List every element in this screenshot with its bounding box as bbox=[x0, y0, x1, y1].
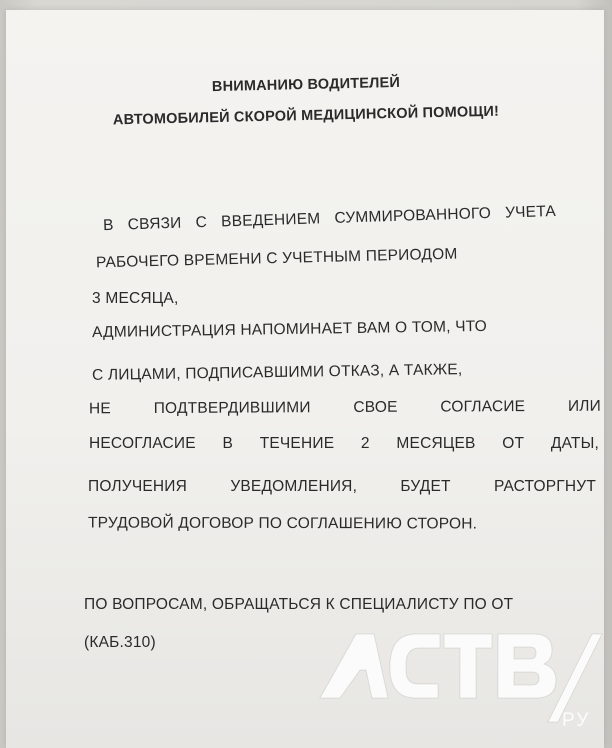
astv-watermark-logo bbox=[316, 626, 606, 736]
notice-body-line: В СВЯЗИ С ВВЕДЕНИЕМ СУММИРОВАННОГО УЧЕТА bbox=[102, 202, 557, 235]
notice-body-line: 3 МЕСЯЦА, bbox=[92, 290, 179, 307]
notice-body-line: НЕ ПОДТВЕРДИВШИМИ СВОЕ СОГЛАСИЕ ИЛИ bbox=[88, 397, 602, 418]
notice-body-line: ПОЛУЧЕНИЯ УВЕДОМЛЕНИЯ, БУДЕТ РАСТОРГНУТ bbox=[88, 478, 596, 495]
notice-body-line: РАБОЧЕГО ВРЕМЕНИ С УЧЕТНЫМ ПЕРИОДОМ bbox=[95, 245, 458, 272]
notice-title-line-1: ВНИМАНИЮ ВОДИТЕЛЕЙ bbox=[211, 74, 401, 96]
notice-title-line-2: АВТОМОБИЛЕЙ СКОРОЙ МЕДИЦИНСКОЙ ПОМОЩИ! bbox=[112, 103, 500, 129]
watermark-domain-text: РУ bbox=[562, 710, 591, 731]
notice-contact-line: ПО ВОПРОСАМ, ОБРАЩАТЬСЯ К СПЕЦИАЛИСТУ ПО ОТ bbox=[84, 596, 514, 613]
notice-body-line: АДМИНИСТРАЦИЯ НАПОМИНАЕТ ВАМ О ТОМ, ЧТО bbox=[91, 317, 488, 342]
notice-body-line: С ЛИЦАМИ, ПОДПИСАВШИМИ ОТКАЗ, А ТАКЖЕ, bbox=[91, 361, 463, 384]
notice-body-line: ТРУДОВОЙ ДОГОВОР ПО СОГЛАШЕНИЮ СТОРОН. bbox=[87, 514, 478, 533]
notice-office-line: (КАБ.310) bbox=[84, 634, 156, 651]
notice-body-line: НЕСОГЛАСИЕ В ТЕЧЕНИЕ 2 МЕСЯЦЕВ ОТ ДАТЫ, bbox=[89, 435, 599, 452]
